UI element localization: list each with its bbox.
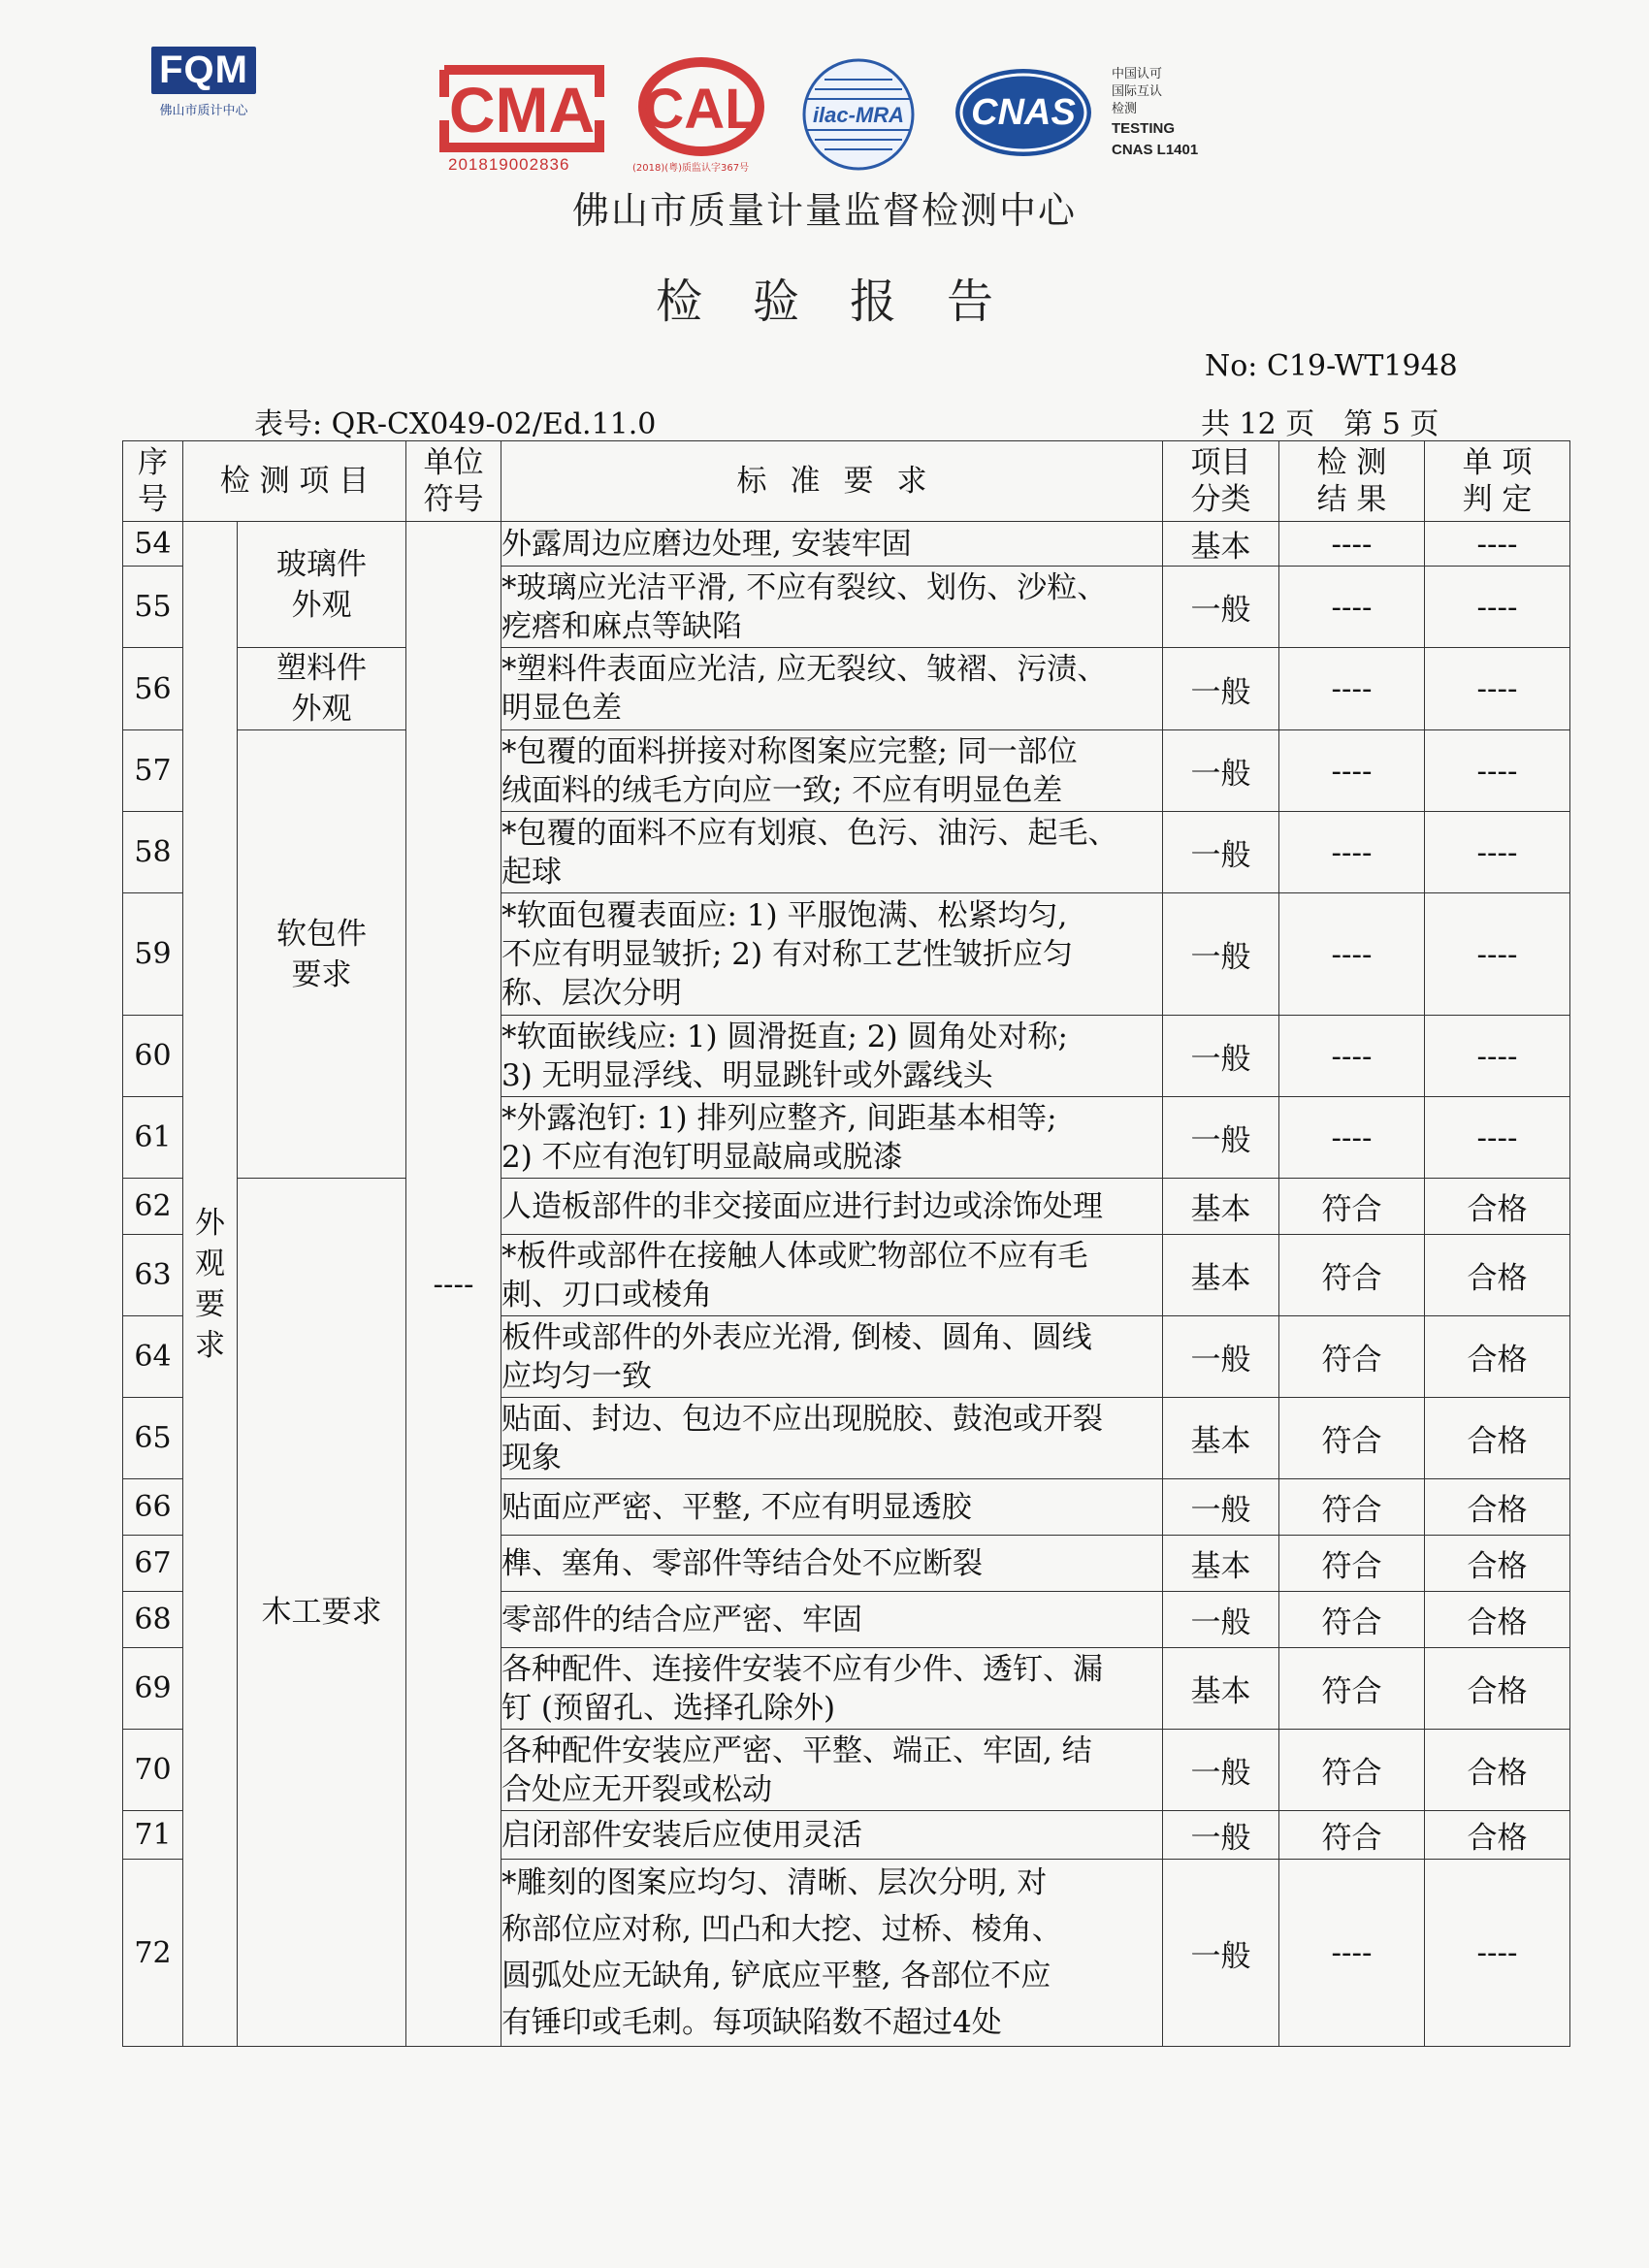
item-class: 基本 [1163,1536,1279,1592]
group-plastic: 塑料件 外观 [238,648,406,730]
row-number: 54 [123,522,183,567]
test-result: ---- [1279,730,1425,812]
row-number: 66 [123,1479,183,1536]
requirement-text: 启闭部件安装后应使用灵活 [501,1811,1163,1860]
judgment: ---- [1425,648,1570,730]
test-result: 符合 [1279,1179,1425,1235]
test-result: ---- [1279,1016,1425,1097]
item-class: 基本 [1163,522,1279,567]
row-number: 67 [123,1536,183,1592]
cnas-caption-line: CNAS L1401 [1112,142,1199,158]
table-row [123,1179,1570,1235]
requirement-text: *软面包覆表面应: 1) 平服饱满、松紧均匀, 不应有明显皱折; 2) 有对称工艺性皱折应匀 称、层次分明 [501,893,1163,1016]
test-result: 符合 [1279,1730,1425,1811]
item-class: 基本 [1163,1648,1279,1730]
total-pages: 共 12 页 [1201,407,1315,441]
item-class: 一般 [1163,812,1279,893]
col-header-requirement: 标 准 要 求 [501,441,1163,522]
test-result: ---- [1279,812,1425,893]
row-number: 61 [123,1097,183,1179]
requirement-text: *雕刻的图案应均匀、清晰、层次分明, 对 称部位应对称, 凹凸和大挖、过桥、棱角、 圆弧处应无缺角, 铲底应平整, 各部位不应 有锤印或毛刺。每项缺陷数不超过4处 [501,1860,1163,2047]
item-class: 一般 [1163,1592,1279,1648]
row-number: 65 [123,1398,183,1479]
report-number: No: C19-WT1948 [1205,349,1458,383]
requirement-text: 零部件的结合应严密、牢固 [501,1592,1163,1648]
item-class: 一般 [1163,893,1279,1016]
test-result: 符合 [1279,1592,1425,1648]
row-number: 63 [123,1235,183,1316]
title-char: 检 [655,275,702,329]
judgment: 合格 [1425,1592,1570,1648]
judgment: 合格 [1425,1235,1570,1316]
item-class: 一般 [1163,1479,1279,1536]
inspection-table [122,440,1570,2047]
group-glass: 玻璃件 外观 [238,522,406,648]
judgment: 合格 [1425,1179,1570,1235]
cnas-caption-line: 国际互认 [1112,84,1163,99]
cnas-logo-text: CNAS [971,92,1076,133]
item-class: 基本 [1163,1398,1279,1479]
test-result: 符合 [1279,1235,1425,1316]
item-class: 一般 [1163,1097,1279,1179]
table-row [123,730,1570,812]
row-number: 60 [123,1016,183,1097]
col-header-result: 检 测 结 果 [1279,441,1425,522]
test-result: ---- [1279,1860,1425,2047]
title-char: 告 [947,275,994,329]
requirement-text: 各种配件安装应严密、平整、端正、牢固, 结 合处应无开裂或松动 [501,1730,1163,1811]
cal-logo-text: CAL [643,78,760,141]
item-class: 基本 [1163,1179,1279,1235]
row-number: 64 [123,1316,183,1398]
judgment: ---- [1425,730,1570,812]
ilac-mra-logo-text: ilac-MRA [812,103,905,127]
unit-symbol: ---- [406,522,501,2047]
row-number: 59 [123,893,183,1016]
test-result: 符合 [1279,1648,1425,1730]
cal-caption: (2018)(粤)质监认字367号 [632,163,750,174]
fqm-logo [146,47,262,118]
page-indicator [1201,400,1439,442]
item-class: 一般 [1163,1811,1279,1860]
judgment: ---- [1425,1860,1570,2047]
judgment: 合格 [1425,1398,1570,1479]
col-header-class: 项目 分类 [1163,441,1279,522]
requirement-text: 人造板部件的非交接面应进行封边或涂饰处理 [501,1179,1163,1235]
row-number: 71 [123,1811,183,1860]
item-class: 一般 [1163,648,1279,730]
col-header-judgment: 单 项 判 定 [1425,441,1570,522]
requirement-text: *包覆的面料不应有划痕、色污、油污、起毛、 起球 [501,812,1163,893]
judgment: ---- [1425,522,1570,567]
judgment: 合格 [1425,1648,1570,1730]
row-number: 62 [123,1179,183,1235]
requirement-text: *塑料件表面应光洁, 应无裂纹、皱褶、污渍、 明显色差 [501,648,1163,730]
test-result: ---- [1279,1097,1425,1179]
judgment: ---- [1425,1097,1570,1179]
row-number: 56 [123,648,183,730]
document-title [0,264,1649,331]
requirement-text: *包覆的面料拼接对称图案应完整; 同一部位 绒面料的绒毛方向应一致; 不应有明显色差 [501,730,1163,812]
group-wood: 木工要求 [238,1179,406,2047]
item-class: 一般 [1163,1860,1279,2047]
table-header-row [123,441,1570,522]
row-number: 69 [123,1648,183,1730]
judgment: 合格 [1425,1811,1570,1860]
ilac-mra-logo [795,56,922,173]
cal-logo [636,56,766,157]
form-number: 表号: QR-CX049-02/Ed.11.0 [254,407,657,441]
group-soft: 软包件 要求 [238,730,406,1179]
title-char: 报 [850,275,897,329]
requirement-text: *玻璃应光洁平滑, 不应有裂纹、划伤、沙粒、 疙瘩和麻点等缺陷 [501,567,1163,648]
current-page: 第 5 页 [1343,407,1439,441]
organization-name: 佛山市质量计量监督检测中心 [571,189,1077,232]
test-result: 符合 [1279,1398,1425,1479]
item-class: 一般 [1163,730,1279,812]
requirement-text: 板件或部件的外表应光滑, 倒棱、圆角、圆线 应均匀一致 [501,1316,1163,1398]
test-result: ---- [1279,567,1425,648]
title-char: 验 [752,275,799,329]
requirement-text: *板件或部件在接触人体或贮物部位不应有毛 刺、刃口或棱角 [501,1235,1163,1316]
test-result: ---- [1279,893,1425,1016]
judgment: 合格 [1425,1536,1570,1592]
judgment: ---- [1425,1016,1570,1097]
group-appearance: 外观要求 [183,522,238,2047]
requirement-text: 贴面应严密、平整, 不应有明显透胶 [501,1479,1163,1536]
row-number: 68 [123,1592,183,1648]
cma-logo-text: CMA [448,74,596,146]
row-number: 55 [123,567,183,648]
test-result: ---- [1279,648,1425,730]
judgment: 合格 [1425,1316,1570,1398]
cnas-logo [951,64,1096,161]
judgment: 合格 [1425,1479,1570,1536]
table-row [123,522,1570,567]
col-header-item: 检 测 项 目 [183,441,406,522]
row-number: 58 [123,812,183,893]
cnas-caption-line: TESTING [1112,120,1176,137]
row-number: 57 [123,730,183,812]
test-result: 符合 [1279,1811,1425,1860]
requirement-text: 贴面、封边、包边不应出现脱胶、鼓泡或开裂 现象 [501,1398,1163,1479]
cnas-caption-line: 检测 [1112,102,1138,116]
item-class: 基本 [1163,1235,1279,1316]
requirement-text: 榫、塞角、零部件等结合处不应断裂 [501,1536,1163,1592]
col-header-unit: 单位 符号 [406,441,501,522]
item-class: 一般 [1163,1730,1279,1811]
item-class: 一般 [1163,1316,1279,1398]
fqm-logo-caption: 佛山市质计中心 [159,104,248,118]
judgment: ---- [1425,567,1570,648]
cma-logo [435,60,609,157]
test-result: 符合 [1279,1479,1425,1536]
test-result: ---- [1279,522,1425,567]
cma-number: 201819002836 [448,155,570,174]
requirement-text: 外露周边应磨边处理, 安装牢固 [501,522,1163,567]
table-row [123,648,1570,730]
requirement-text: *软面嵌线应: 1) 圆滑挺直; 2) 圆角处对称; 3) 无明显浮线、明显跳针或外露线头 [501,1016,1163,1097]
cnas-caption [1112,66,1198,161]
test-result: 符合 [1279,1536,1425,1592]
test-result: 符合 [1279,1316,1425,1398]
item-class: 一般 [1163,1016,1279,1097]
judgment: 合格 [1425,1730,1570,1811]
item-class: 一般 [1163,567,1279,648]
requirement-text: 各种配件、连接件安装不应有少件、透钉、漏 钉 (预留孔、选择孔除外) [501,1648,1163,1730]
judgment: ---- [1425,893,1570,1016]
col-header-seq: 序 号 [123,441,183,522]
row-number: 70 [123,1730,183,1811]
judgment: ---- [1425,812,1570,893]
cnas-caption-line: 中国认可 [1112,67,1163,81]
requirement-text: *外露泡钉: 1) 排列应整齐, 间距基本相等; 2) 不应有泡钉明显敲扁或脱漆 [501,1097,1163,1179]
fqm-logo-mark: FQM [151,47,256,94]
row-number: 72 [123,1860,183,2047]
